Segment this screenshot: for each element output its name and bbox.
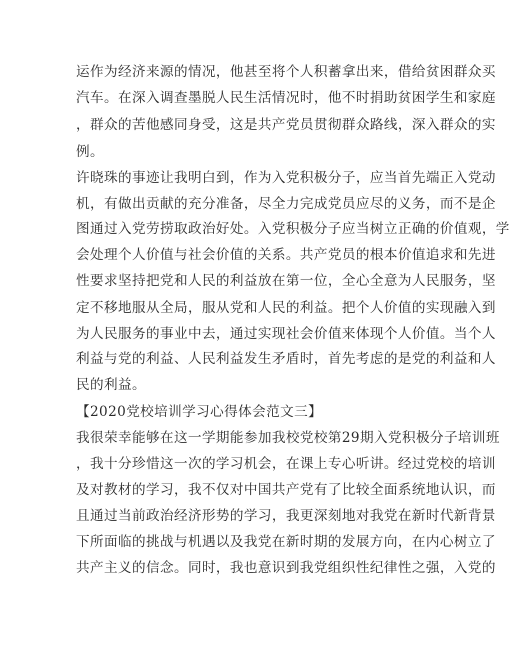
text-line: 共产主义的信念。同时，我也意识到我党组织性纪律性之强，入党的 xyxy=(76,560,496,576)
text-line: ，我十分珍惜这一次的学习机会，在课上专心听讲。经过党校的培训 xyxy=(76,456,496,472)
text-line: 为人民服务的事业中去，通过实现社会价值来体现个人价值。当个人 xyxy=(76,326,496,342)
text-line: 例。 xyxy=(76,144,104,160)
text-line: 运作为经济来源的情况，他甚至将个人积蓄拿出来，借给贫困群众买 xyxy=(76,64,496,80)
text-line: 机，有做出贡献的充分准备，尽全力完成党员应尽的义务，而不是企 xyxy=(76,196,496,212)
text-line: 许晓珠的事迹让我明白到，作为入党积极分子，应当首先端正入党动 xyxy=(76,170,496,186)
section-heading: 【2020党校培训学习心得体会范文三】 xyxy=(76,404,323,420)
text-line: 汽车。在深入调查墨脱人民生活情况时，他不时捐助贫困学生和家庭 xyxy=(76,90,496,106)
text-line: 我很荣幸能够在这一学期能参加我校党校第29期入党积极分子培训班 xyxy=(76,430,500,446)
text-line: 会处理个人价值与社会价值的关系。共产党员的根本价值追求和先进 xyxy=(76,247,496,263)
text-line: 下所面临的挑战与机遇以及我党在新时期的发展方向，在内心树立了 xyxy=(76,534,496,550)
text-line: 图通过入党劳捞取政治好处。入党积极分子应当树立正确的价值观，学 xyxy=(76,221,510,237)
text-line: 定不移地服从全局，服从党和人民的利益。把个人价值的实现融入到 xyxy=(76,300,496,316)
text-line: 性要求坚持把党和人民的利益放在第一位，全心全意为人民服务，坚 xyxy=(76,273,496,289)
text-line: 利益与党的利益、人民利益发生矛盾时，首先考虑的是党的利益和人 xyxy=(76,351,496,367)
text-line: 民的利益。 xyxy=(76,377,146,393)
text-line: 及对教材的学习，我不仅对中国共产党有了比较全面系统地认识，而 xyxy=(76,482,496,498)
text-line: 且通过当前政治经济形势的学习，我更深刻地对我党在新时代新背景 xyxy=(76,508,496,524)
text-line: ，群众的苦他感同身受，这是共产党员贯彻群众路线，深入群众的实 xyxy=(76,117,496,133)
